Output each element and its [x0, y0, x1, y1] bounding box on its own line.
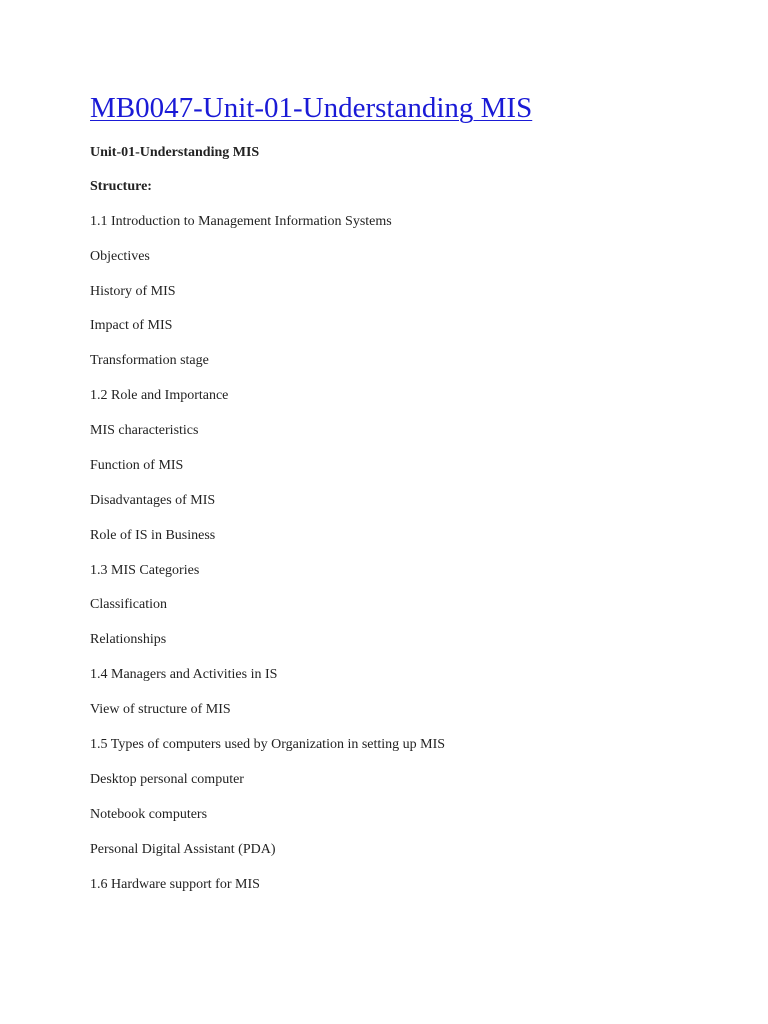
structure-heading: Structure: [90, 179, 152, 194]
toc-item: Desktop personal computer [90, 772, 244, 787]
toc-item: View of structure of MIS [90, 702, 231, 717]
toc-item: Function of MIS [90, 458, 184, 473]
document-title-link[interactable]: MB0047-Unit-01-Understanding MIS [90, 92, 533, 124]
toc-item: Relationships [90, 632, 167, 647]
toc-item: Notebook computers [90, 807, 208, 822]
toc-item: Role of IS in Business [90, 528, 216, 543]
document-subtitle: Unit-01-Understanding MIS [90, 145, 260, 160]
toc-item: History of MIS [90, 284, 176, 299]
toc-item: MIS characteristics [90, 423, 199, 438]
toc-item: 1.2 Role and Importance [90, 388, 229, 403]
toc-item: 1.5 Types of computers used by Organization in setting up MIS [90, 737, 446, 752]
toc-item: Transformation stage [90, 353, 209, 368]
toc-item: 1.6 Hardware support for MIS [90, 877, 260, 892]
toc-item: 1.1 Introduction to Management Information Systems [90, 214, 392, 229]
toc-item: Disadvantages of MIS [90, 493, 216, 508]
toc-item: Objectives [90, 249, 150, 264]
toc-item: 1.4 Managers and Activities in IS [90, 667, 278, 682]
toc-item: Impact of MIS [90, 318, 173, 333]
toc-item: Personal Digital Assistant (PDA) [90, 842, 276, 857]
toc-item: 1.3 MIS Categories [90, 563, 200, 578]
toc-item: Classification [90, 597, 167, 612]
